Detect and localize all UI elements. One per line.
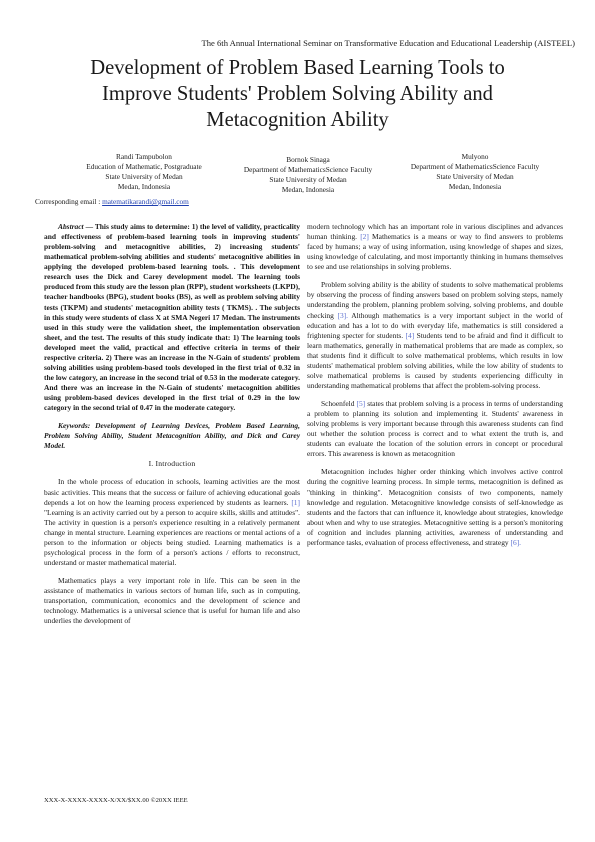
citation-link[interactable]: [3].	[337, 310, 349, 320]
conference-header: The 6th Annual International Seminar on Transformative Education and Educational Leadership (AISTEEL)	[201, 38, 575, 48]
left-column	[44, 222, 300, 634]
corresponding-email-link[interactable]: matematikarandi@gmail.com	[102, 197, 189, 206]
paragraph-text: states that problem solving is a process in terms of understanding a problem to planning its solution and implementing it. Students' awareness in solving problems is very important because through this awareness students can find out whether the solution process is correct and to what extent the truth is, and students can evaluate the location of the solution errors in concept or procedural errors. This awareness is known as metacognition	[307, 399, 563, 459]
paragraph-text: Schoenfeld	[321, 399, 357, 408]
intro-paragraph-2: Mathematics plays a very important role in life. This can be seen in the assistance of mathematics in various sectors of human life, such as in computing, transportation, communication, economics and the development of science and technology. Mathematics is a universal science that is useful for human life and also underlies the development of	[44, 576, 300, 626]
author-city: Medan, Indonesia	[281, 185, 335, 194]
author-affiliation: Department of MathematicsScience Faculty	[410, 162, 540, 171]
author-block-3	[375, 152, 575, 192]
author-affiliation: Education of Mathematic, Postgraduate	[86, 162, 202, 171]
paper-title	[30, 55, 565, 133]
author-university: State University of Medan	[269, 175, 347, 184]
author-name: Mulyono	[461, 152, 489, 161]
title-line-3: Metacognition Ability	[206, 109, 389, 131]
citation-link[interactable]: [5]	[356, 399, 366, 408]
abstract-lead: Abstract	[58, 222, 84, 231]
paragraph-text: Metacognition includes higher order thinking which involves active control during the cognitive learning process. In simple terms, metacognition is defined as "thinking in thinking". Metacognition consists of two components, namely knowledge and regulation. Metacognitive knowledge consists of self-knowledge as students and the factors that can influence it, knowledge about strategies, knowledge about when and why to use strategies. Metacognitive setting is a person's monitoring of cognition and includes planning activities, awareness of understanding and performance tasks, evaluation of process effectiveness, and strategy	[307, 467, 563, 547]
section-heading-introduction: I. Introduction	[148, 459, 196, 469]
title-line-2: Improve Students' Problem Solving Ability and	[102, 83, 493, 105]
citation-link[interactable]: [4]	[405, 330, 415, 340]
right-paragraph-3	[307, 399, 563, 459]
right-column	[307, 222, 563, 556]
paragraph-text: "Learning is an activity carried out by a person to acquire skills, skills and attitudes". The activity in question is a person's experience resulting in a relatively permanent change in mental structure. Learning experiences are reactions or mental actions of a person to the information or objects being studied. Learning mathematics is a psychological process in the form of a person's actions / efforts to reconstruct, understand or master mathematical material.	[44, 507, 300, 567]
paragraph-text: Problem solving ability is the ability of students to solve mathematical problems by observing the process of finding answers based on problem solving steps, namely understanding the problem, planning problem solving, solving problems, and double checking	[307, 280, 563, 320]
author-city: Medan, Indonesia	[117, 182, 171, 191]
abstract	[44, 222, 300, 413]
title-line-1: Development of Problem Based Learning Tools to	[90, 57, 505, 79]
keywords: Keywords: Development of Learning Devices, Problem Based Learning, Problem Solving Ability, Student Metacognition Ability, and Dick and Carey Model.	[44, 421, 300, 451]
intro-paragraph-1	[44, 477, 300, 568]
author-university: State University of Medan	[436, 172, 514, 181]
right-paragraph-2	[307, 280, 563, 391]
paragraph-text: In the whole process of education in schools, learning activities are the most basic activities. This means that the success or failure of achieving educational goals depends a lot on how the learning process experienced by students as learners.	[44, 477, 300, 507]
copyright-footer: XXX-X-XXXX-XXXX-X/XX/$XX.00 ©20XX IEEE	[44, 797, 188, 804]
right-paragraph-4	[307, 467, 563, 548]
paragraph-text: Although mathematics is a very important subject in the world of education and has a lot to do with everyday life, mathematics is still considered a frightening specter for students.	[307, 310, 563, 340]
citation-link[interactable]: [2]	[360, 232, 369, 242]
author-city: Medan, Indonesia	[448, 182, 502, 191]
author-name: Bornok Sinaga	[286, 155, 330, 164]
paragraph-text: Students tend to be afraid and find it difficult to learn mathematics, generally in mathematical problems that are made as complex, so that students find it difficult to solve mathematical problems, which results in low students' mathematical problem solving abilities, while the low ability of students to solve mathematical problems is caused by students experiencing difficulty in understanding mathematical problems that affect the problem-solving process.	[307, 330, 563, 390]
paragraph-text: modern technology which has an important role in various disciplines and advances human thinking.	[307, 222, 563, 242]
right-paragraph-1	[307, 222, 563, 272]
citation-link[interactable]: [6].	[510, 537, 522, 547]
author-affiliation: Department of MathematicsScience Faculty	[243, 165, 373, 174]
paragraph-text: Mathematics is a means or way to find answers to problems faced by humans; a way of using information, using knowledge of shapes and sizes, using knowledge of calculating, and most importantly thinking in humans themselves to see and use relationships in solving problems.	[307, 232, 563, 272]
author-university: State University of Medan	[105, 172, 183, 181]
citation-link[interactable]: [1]	[291, 497, 300, 507]
abstract-text: — This study aims to determine: 1) the level of validity, practicality and effectiveness of problem-based learning tools in improving students' problem-solving and metacognitive abilities, 2) increasing students' mathematical problem-solving abilities and students' metacognitive abilities in applying the developed problem-based learning tools. . This development research uses the Dick and Carey development model. The learning tools produced from this study are the lesson plan (RPP), student worksheets (LKPD), teacher handbooks (BPG), student books (BS), as well as problem solving ability tests (TKPM) and students' metacognition ability tests ( TKMS). . The subjects in this study were students of class X at SMA Negeri 17 Medan. The instruments used in this study were the validation sheet, the implementation observation sheet, and the test. The results of this study indicate that: 1) The learning tools developed meet the valid, practical and effective criteria in terms of their respective criteria. 2) There was an increase in the N-Gain of students' problem solving abilities using problem-based tools developed in the first trial of 0.32 in the low category, an increase in the second trial of 0.53 in the moderate category. And there was an increase in the N-Gain of students' metacognition abilities using problem-based devices developed in the first trial of 0.29 in the low category in the second trial of 0.47 in the moderate category.	[44, 222, 300, 413]
author-name: Randi Tampubolon	[116, 152, 172, 161]
corresponding-email-line	[35, 197, 189, 206]
corresponding-label: Corresponding email :	[35, 197, 101, 206]
